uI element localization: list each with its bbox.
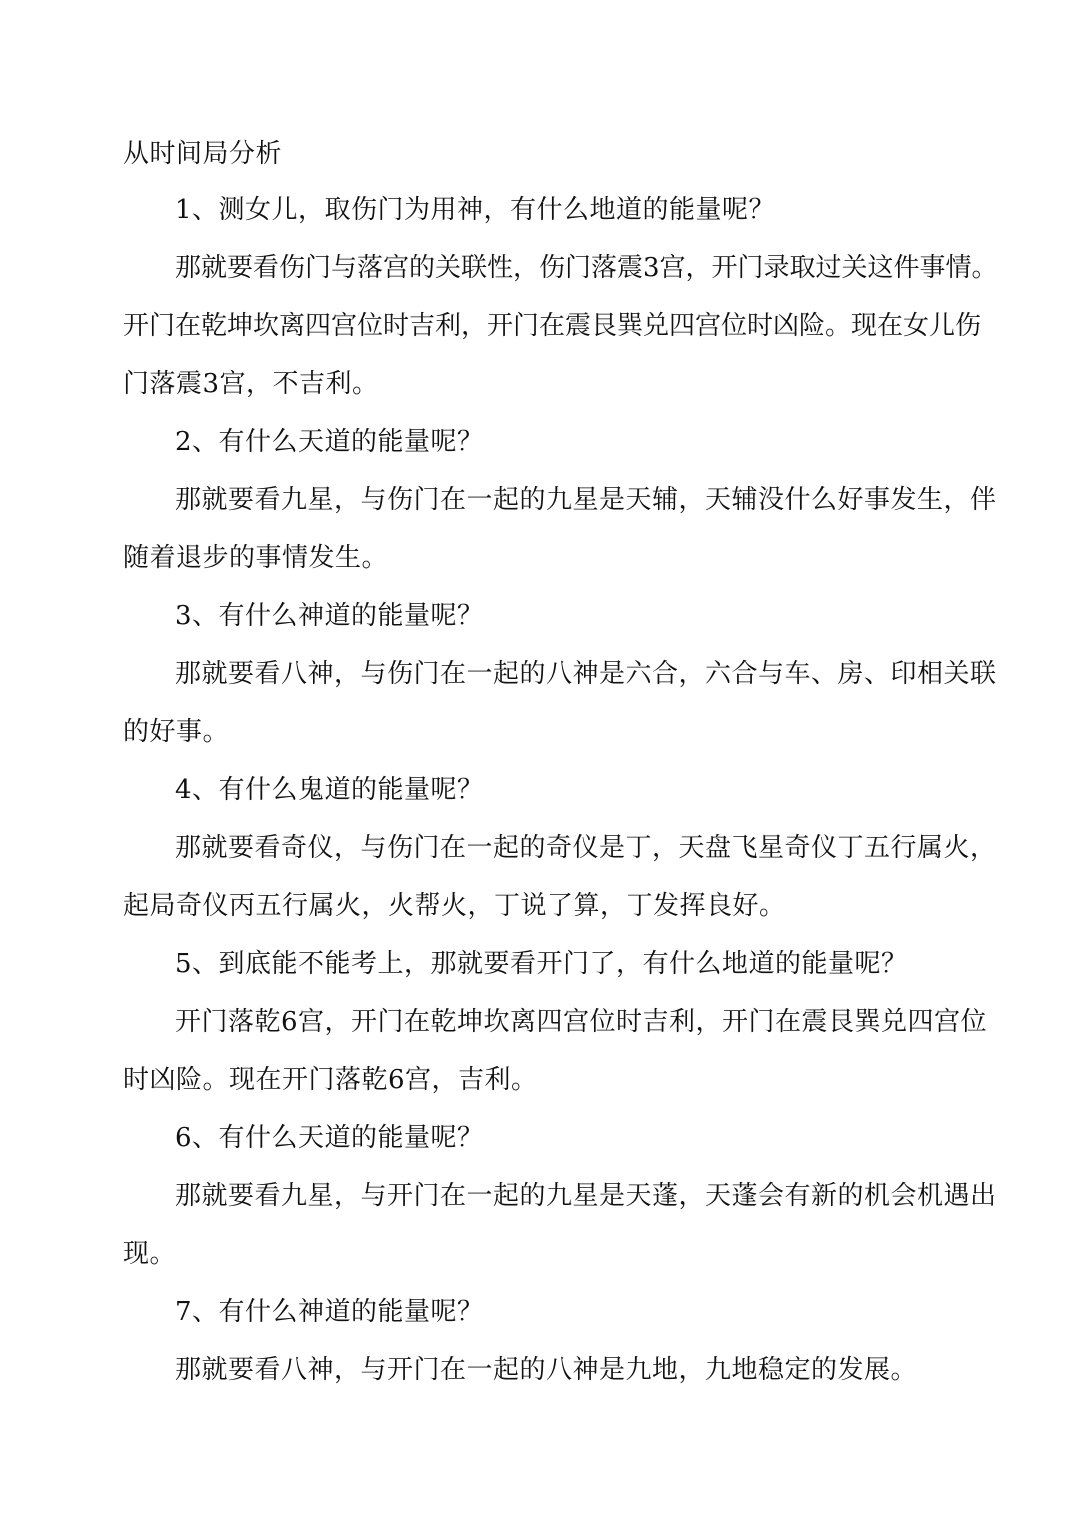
answer-4-line-1: 那就要看奇仪，与伤门在一起的奇仪是丁，天盘飞星奇仪丁五行属火， (175, 833, 997, 863)
answer-1-line-1: 那就要看伤门与落宫的关联性，伤门落震3宫，开门录取过关这件事情。 (175, 253, 998, 283)
answer-7-line-1: 那就要看八神，与开门在一起的八神是九地，九地稳定的发展。 (175, 1355, 918, 1385)
answer-1-line-3: 门落震3宫，不吉利。 (123, 369, 379, 399)
answer-6-line-1: 那就要看九星，与开门在一起的九星是天蓬，天蓬会有新的机会机遇出 (175, 1181, 997, 1211)
answer-6-line-2: 现。 (123, 1239, 177, 1269)
answer-2-line-1: 那就要看九星，与伤门在一起的九星是天辅，天辅没什么好事发生，伴 (175, 485, 997, 515)
question-2: 2、有什么天道的能量呢？ (175, 427, 484, 457)
answer-3-line-2: 的好事。 (123, 717, 230, 747)
answer-2-line-2: 随着退步的事情发生。 (123, 543, 389, 573)
question-5: 5、到底能不能考上，那就要看开门了，有什么地道的能量呢？ (175, 949, 908, 979)
question-3: 3、有什么神道的能量呢？ (175, 601, 484, 631)
section-title: 从时间局分析 (123, 139, 283, 169)
question-4: 4、有什么鬼道的能量呢？ (175, 775, 484, 805)
answer-5-line-1: 开门落乾6宫，开门在乾坤坎离四宫位时吉利，开门在震艮巽兑四宫位 (175, 1007, 988, 1037)
question-1: 1、测女儿，取伤门为用神，有什么地道的能量呢？ (175, 195, 776, 225)
answer-3-line-1: 那就要看八神，与伤门在一起的八神是六合，六合与车、房、印相关联 (175, 659, 997, 689)
question-6: 6、有什么天道的能量呢？ (175, 1123, 484, 1153)
question-7: 7、有什么神道的能量呢？ (175, 1297, 484, 1327)
answer-1-line-2: 开门在乾坤坎离四宫位时吉利，开门在震艮巽兑四宫位时凶险。现在女儿伤 (123, 311, 982, 341)
answer-4-line-2: 起局奇仪丙五行属火，火帮火，丁说了算，丁发挥良好。 (123, 891, 786, 921)
answer-5-line-2: 时凶险。现在开门落乾6宫，吉利。 (123, 1065, 538, 1095)
